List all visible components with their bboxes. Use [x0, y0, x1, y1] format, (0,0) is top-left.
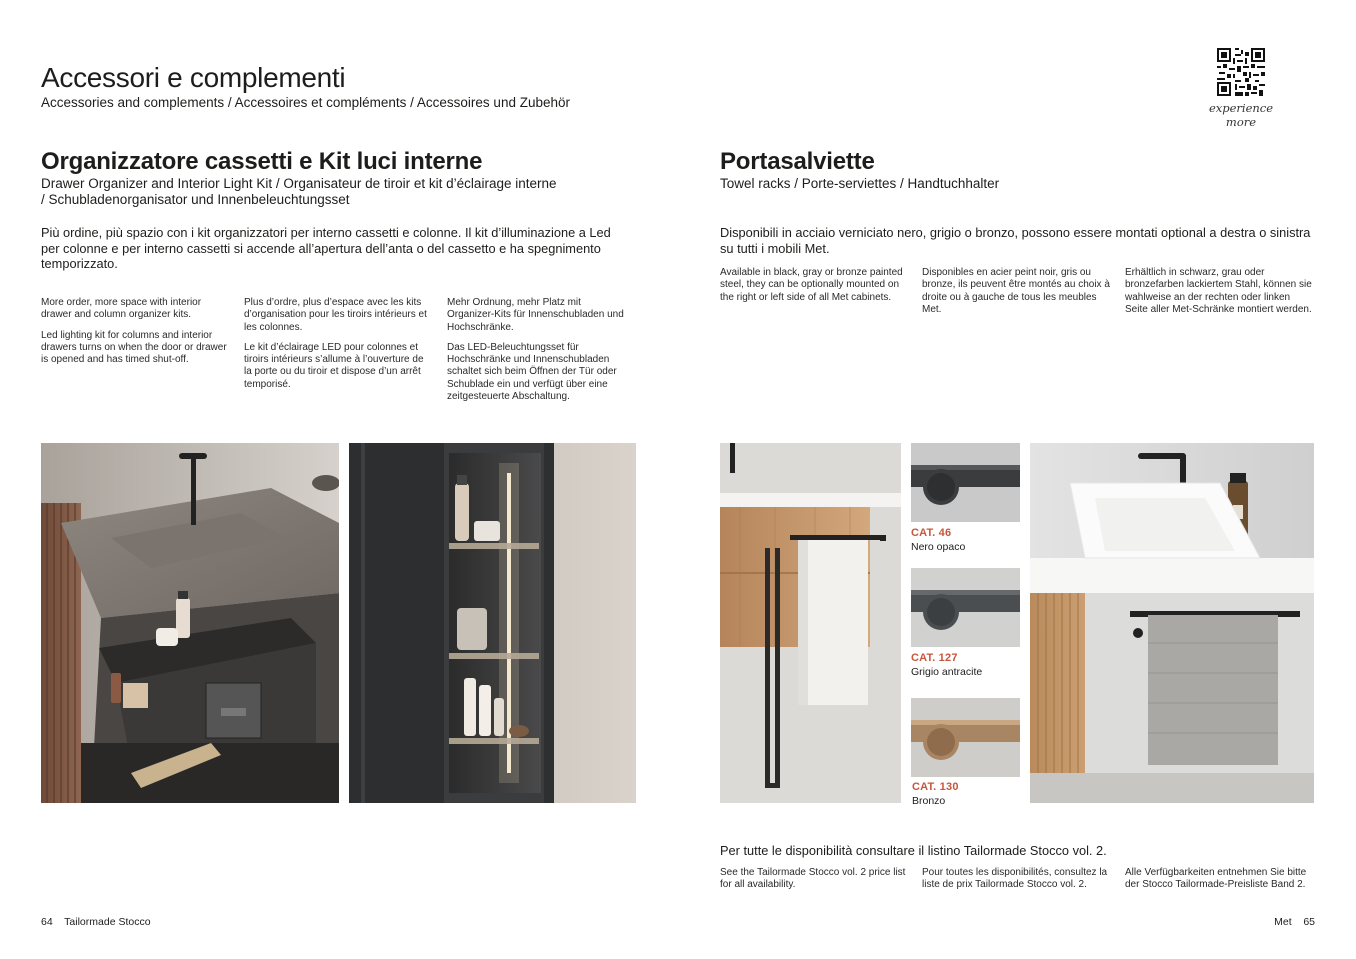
- towel-rack-text-en: Available in black, gray or bronze painted steel, they can be optionally mounted on the right or left side of all Met cabinets.: [720, 267, 903, 303]
- organizer-en-p1: More order, more space with interior drawer and column organizer kits.: [41, 297, 202, 321]
- organizer-subtitle-line-1: Drawer Organizer and Interior Light Kit / Organisateur de tiroir et kit d’éclairage interne: [41, 176, 557, 191]
- organizer-en-p2: Led lighting kit for columns and interior drawers turns on when the door or drawer is opened and has timed shut-off.: [41, 329, 227, 366]
- finish-name-130: Bronzo: [912, 795, 946, 807]
- organizer-section-title: Organizzatore cassetti e Kit luci interne: [41, 148, 483, 175]
- finish-code-127: CAT. 127: [911, 652, 958, 664]
- availability-text-en: See the Tailormade Stocco vol. 2 price list for all availability.: [720, 867, 906, 891]
- finish-name-127: Grigio antracite: [911, 666, 983, 678]
- availability-text-fr: Pour toutes les disponibilités, consultez la liste de prix Tailormade Stocco vol. 2.: [922, 867, 1108, 891]
- footer-right: [1274, 916, 1315, 928]
- left-footer-label: Tailormade Stocco: [64, 916, 151, 928]
- white-vanity-towel-rack-photo: [1030, 443, 1314, 803]
- column-light-kit-photo: [349, 443, 636, 803]
- page-title: Accessori e complementi: [41, 62, 346, 93]
- availability-text-de: Alle Verfügbarkeiten entnehmen Sie bitte der Stocco Tailormade-Preisliste Band 2.: [1125, 867, 1307, 891]
- footer-left: [41, 916, 151, 928]
- towel-rack-section-subtitle: Towel racks / Porte-serviettes / Handtuchhalter: [720, 176, 1000, 191]
- organizer-intro: Più ordine, più spazio con i kit organizzatori per interno cassetti e colonne. Il kit d’illuminazione a Led per colonne e per interno cassetti si accende all’apertura dell’anta o del cassetto e ha spegnimento temporizzato.: [41, 225, 611, 271]
- towel-rack-intro: Disponibili in acciaio verniciato nero, grigio o bronzo, possono essere montati optional a destra o sinistra su tutti i mobili Met.: [720, 225, 1311, 256]
- towel-rack-section-title: Portasalviette: [720, 148, 875, 175]
- qr-code-icon[interactable]: [1217, 48, 1265, 96]
- organizer-subtitle-line-2: / Schubladenorganisator und Innenbeleuchtungsset: [41, 192, 350, 207]
- organizer-section-subtitle: [41, 176, 661, 208]
- finish-code-46: CAT. 46: [911, 527, 952, 539]
- finish-code-130: CAT. 130: [912, 781, 959, 793]
- availability-title: Per tutte le disponibilità consultare il listino Tailormade Stocco vol. 2.: [720, 843, 1107, 858]
- page-subtitle: Accessories and complements / Accessoires et compléments / Accessoires und Zubehör: [41, 95, 570, 110]
- drawer-organizer-photo: [41, 443, 339, 803]
- wood-vanity-towel-rack-photo: [720, 443, 901, 803]
- organizer-text-en: [41, 297, 233, 366]
- finish-swatch-nero: [911, 443, 1020, 522]
- organizer-fr-p2: Le kit d’éclairage LED pour colonnes et tiroirs intérieurs s’allume à l’ouverture de la porte ou du tiroir et dispose d’un arrêt temporisé.: [244, 341, 424, 390]
- organizer-text-de: [447, 297, 629, 403]
- finish-swatch-bronzo: [911, 698, 1020, 777]
- right-footer-label: Met: [1274, 916, 1292, 928]
- towel-rack-text-fr: Disponibles en acier peint noir, gris ou bronze, ils peuvent être montés au choix à droite ou à gauche de tous les meubles Met.: [922, 267, 1110, 315]
- qr-caption: experience more: [1208, 101, 1274, 129]
- towel-rack-text-de: Erhältlich in schwarz, grau oder bronzefarben lackiertem Stahl, können sie wahlweise an der rechten oder linken Seite aller Met-Schränke montiert werden.: [1125, 267, 1312, 315]
- left-page-number: 64: [41, 916, 53, 928]
- right-page-number: 65: [1303, 916, 1315, 928]
- organizer-de-p1: Mehr Ordnung, mehr Platz mit Organizer-Kits für Innenschubladen und Hochschränke.: [447, 297, 624, 333]
- organizer-text-fr: [244, 297, 432, 391]
- organizer-fr-p1: Plus d’ordre, plus d’espace avec les kits d’organisation pour les tiroirs intérieurs et les colonnes.: [244, 297, 427, 333]
- organizer-de-p2: Das LED-Beleuchtungsset für Hochschränke und Innenschubladen schaltet sich beim Öffnen der Tür oder Schublade ein und verfügt über eine zeitgesteuerte Abschaltung.: [447, 341, 617, 403]
- finish-name-46: Nero opaco: [911, 541, 966, 553]
- finish-swatch-grigio: [911, 568, 1020, 647]
